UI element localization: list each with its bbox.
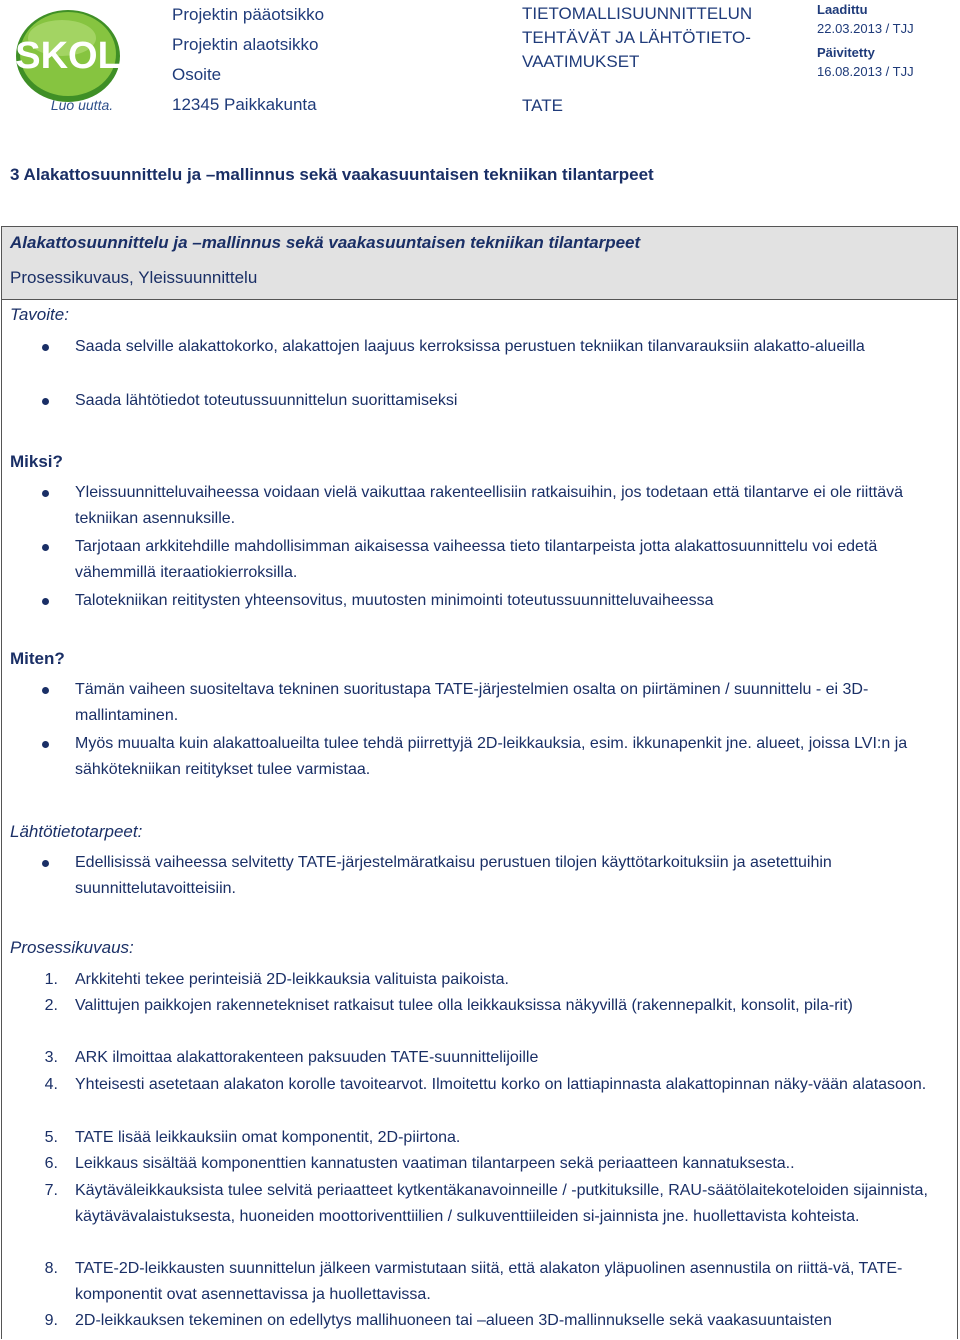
bullet-icon xyxy=(42,490,49,497)
process-step-7: Käytäväleikkauksista tulee selvitä periaatteet kytkentäkanavoinneille / -putkituksille, RAU-säätölaitekoteloiden sijainnista, käytävävalaistuksesta, huoneiden moottoriventtiilien / sulkuventtiileiden si-jainnista jne. huollettavista kohteista. xyxy=(75,1182,928,1225)
step-number: 3. xyxy=(44,1049,58,1066)
how-item-1: Tämän vaiheen suositeltava tekninen suoritustapa TATE-järjestelmien osalta on piirtäminen / suunnittelu - ei 3D-mallintaminen. xyxy=(75,681,869,724)
process-step-3: ARK ilmoittaa alakattorakenteen paksuuden TATE-suunnittelijoille xyxy=(75,1049,539,1066)
step-number: 1. xyxy=(44,971,58,988)
step-number: 9. xyxy=(44,1312,58,1329)
panel-subtitle-prefix: Prosessikuvaus, xyxy=(10,268,139,287)
updated-value: 16.08.2013 / TJJ xyxy=(817,64,914,79)
step-number: 5. xyxy=(44,1129,58,1146)
bullet-icon xyxy=(42,860,49,867)
why-item-1: Yleissuunnitteluvaiheessa voidaan vielä vaikuttaa rakenteellisiin ratkaisuihin, jos todetaan että tilantarve ei ole riittävä tekniikan asennuksille. xyxy=(75,484,904,527)
panel-subtitle xyxy=(10,268,257,288)
process-step-1: Arkkitehti tekee perinteisiä 2D-leikkauksia valituista paikoista. xyxy=(75,971,509,988)
goal-item-2: Saada lähtötiedot toteutussuunnittelun suorittamiseksi xyxy=(75,392,458,409)
doc-title-line1: TIETOMALLISUUNNITTELUN xyxy=(522,4,753,23)
bullet-icon xyxy=(42,741,49,748)
panel-header-band xyxy=(2,227,957,300)
section-title: 3 Alakattosuunnittelu ja –mallinnus sekä vaakasuuntaisen tekniikan tilantarpeet xyxy=(10,165,654,184)
logo-tagline: Luo uutta. xyxy=(50,97,114,113)
skol-logo xyxy=(12,6,130,114)
input-requirements-item-1: Edellisissä vaiheessa selvitetty TATE-järjestelmäratkaisu perustuen tilojen käyttötarkoituksiin ja asetettuihin suunnittelutavoitteisiin. xyxy=(75,854,832,897)
yleissuunnittelu-link[interactable]: Yleissuunnittelu xyxy=(138,268,258,287)
process-step-4: Yhteisesti asetetaan alakaton korolle tavoitearvot. Ilmoitettu korko on lattiapinnasta alakattopinnan näky-vään alatasoon. xyxy=(75,1076,927,1093)
process-step-9: 2D-leikkauksen tekeminen on edellytys mallihuoneen tai –alueen 3D-mallinnukselle sekä vaakasuuntaisten xyxy=(75,1312,832,1329)
bullet-icon xyxy=(42,687,49,694)
document-title xyxy=(522,2,752,74)
doc-title-line3: VAATIMUKSET xyxy=(522,52,640,71)
logo-wordmark: SKOL xyxy=(15,35,121,77)
why-heading: Miksi? xyxy=(10,452,63,471)
step-number: 8. xyxy=(44,1260,58,1277)
panel-title: Alakattosuunnittelu ja –mallinnus sekä vaakasuuntaisen tekniikan tilantarpeet xyxy=(10,233,641,252)
process-step-8: TATE-2D-leikkausten suunnittelun jälkeen varmistutaan siitä, että alakaton yläpuolinen asennustila on riittä-vä, TATE-komponentit ovat asennettavissa ja huollettavissa. xyxy=(75,1260,903,1303)
goal-item-1: Saada selville alakattokorko, alakattojen laajuus kerroksissa perustuen tekniikan tilanvarauksiin alakatto-alueilla xyxy=(75,338,865,355)
why-item-3: Talotekniikan reititysten yhteensovitus, muutosten minimointi toteutussuunnitteluvaiheessa xyxy=(75,592,714,609)
step-number: 4. xyxy=(44,1076,58,1093)
how-heading: Miten? xyxy=(10,649,65,668)
project-main-title: Projektin pääotsikko xyxy=(172,5,325,24)
project-postal-city: 12345 Paikkakunta xyxy=(172,95,317,114)
process-panel xyxy=(1,226,958,1339)
created-label: Laadittu xyxy=(817,2,868,17)
bullet-icon xyxy=(42,544,49,551)
bullet-icon xyxy=(42,398,49,405)
created-value: 22.03.2013 / TJJ xyxy=(817,21,914,36)
process-heading: Prosessikuvaus: xyxy=(10,938,134,957)
how-item-2: Myös muualta kuin alakattoalueilta tulee tehdä piirrettyjä 2D-leikkauksia, esim. ikkunapenkit jne. alueet, joissa LVI:n ja sähkötekniikan reititykset tulee varmistaa. xyxy=(75,735,908,778)
step-number: 7. xyxy=(44,1182,58,1199)
process-step-6: Leikkaus sisältää komponenttien kannatusten vaatiman tilantarpeen sekä periaatteen kannatuksesta.. xyxy=(75,1155,795,1172)
process-step-2: Valittujen paikkojen rakennetekniset ratkaisut tulee olla leikkauksissa näkyvillä (rakennepalkit, konsolit, pila-rit) xyxy=(75,997,853,1014)
bullet-icon xyxy=(42,344,49,351)
step-number: 6. xyxy=(44,1155,58,1172)
process-step-5: TATE lisää leikkauksiin omat komponentit, 2D-piirtona. xyxy=(75,1129,461,1146)
why-item-2: Tarjotaan arkkitehdille mahdollisimman aikaisessa vaiheessa tieto tilantarpeista jotta alakattosuunnittelu voi edetä vähemmillä iteraatiokierroksilla. xyxy=(75,538,878,581)
input-requirements-heading: Lähtötietotarpeet: xyxy=(10,822,143,841)
doc-owner: TATE xyxy=(522,96,563,115)
doc-title-line2: TEHTÄVÄT JA LÄHTÖTIETO- xyxy=(522,28,751,47)
project-sub-title: Projektin alaotsikko xyxy=(172,35,319,54)
project-info xyxy=(172,0,324,120)
bullet-icon xyxy=(42,598,49,605)
step-number: 2. xyxy=(44,997,58,1014)
document-dates xyxy=(817,2,914,80)
updated-label: Päivitetty xyxy=(817,45,875,60)
goal-heading: Tavoite: xyxy=(10,305,69,324)
project-address: Osoite xyxy=(172,65,222,84)
